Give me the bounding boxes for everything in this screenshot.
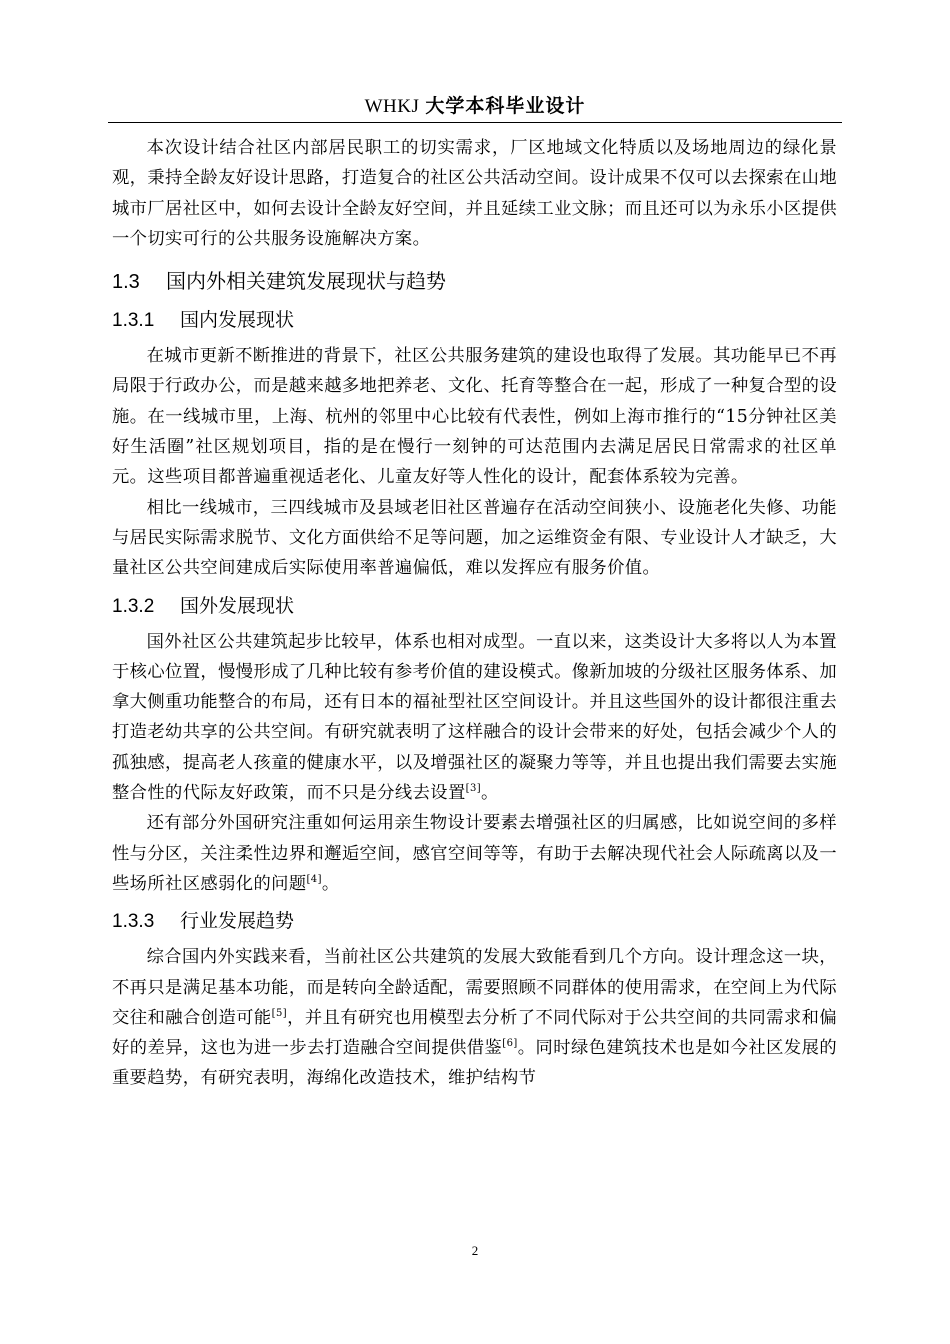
section-title: 国内外相关建筑发展现状与趋势: [166, 269, 446, 294]
body-content: [112, 133, 837, 1094]
header-prefix: WHKJ: [364, 96, 420, 117]
citation-ref[interactable]: [6]: [502, 1038, 518, 1050]
paragraph-trends-1: [112, 942, 837, 1093]
section-heading-1-3: [112, 266, 837, 297]
paragraph-text: 。同时绿色建筑技术也是如今社区发展的重要趋势，有研究表明，海绵化改造技术，维护结构节: [112, 1038, 837, 1089]
subsection-title: 国外发展现状: [180, 594, 295, 617]
subsection-title: 国内发展现状: [180, 309, 295, 332]
subsection-number: 1.3.1: [112, 310, 155, 332]
page-number: 2: [471, 1243, 479, 1258]
subsection-heading-1-3-3: [112, 907, 837, 936]
subsection-heading-1-3-1: [112, 306, 837, 335]
subsection-heading-1-3-2: [112, 592, 837, 621]
paragraph-foreign-1: [112, 627, 837, 809]
paragraph-intro: 本次设计结合社区内部居民职工的切实需求，厂区地域文化特质以及场地周边的绿化景观，秉持全龄友好设计思路，打造复合的社区公共活动空间。设计成果不仅可以去探索在山地城市厂居社区中，如何去设计全龄友好空间，并且延续工业文脉；而且还可以为永乐小区提供一个切实可行的公共服务设施解决方案。: [112, 138, 837, 249]
citation-ref[interactable]: [5]: [271, 1008, 288, 1020]
citation-ref[interactable]: [4]: [306, 874, 322, 886]
paragraph-domestic-2: 相比一线城市，三四线城市及县域老旧社区普遍存在活动空间狭小、设施老化失修、功能与居民实际需求脱节、文化方面供给不足等问题，加之运维资金有限、专业设计人才缺乏，大量社区公共空间建成后实际使用率普遍偏低，难以发挥应有服务价值。: [112, 497, 837, 579]
paragraph-end: 。: [481, 783, 499, 804]
subsection-number: 1.3.3: [112, 911, 155, 933]
paragraph-text: 国外社区公共建筑起步比较早，体系也相对成型。一直以来，这类设计大多将以人为本置于核心位置，慢慢形成了几种比较有参考价值的建设模式。像新加坡的分级社区服务体系、加拿大侧重功能整合的布局，还有日本的福祉型社区空间设计。并且这些国外的设计都很注重去打造老幼共享的公共空间。有研究就表明了这样融合的设计会带来的好处，包括会减少个人的孤独感，提高老人孩童的健康水平，以及增强社区的凝聚力等等，并且也提出我们需要去实施整合性的代际友好政策，而不只是分线去设置: [112, 631, 837, 804]
paragraph-end: 。: [321, 873, 340, 894]
paragraph-foreign-2: [112, 808, 837, 899]
section-number: 1.3: [112, 271, 140, 294]
subsection-number: 1.3.2: [112, 595, 155, 617]
header-title: 大学本科毕业设计: [425, 95, 586, 117]
running-header: [108, 92, 842, 123]
paragraph-text: ，并且有研究也用模型去分析了不同代际对于公共空间的共同需求和偏好的差异，这也为进一步去打造融合空间提供借鉴: [112, 1007, 837, 1059]
paragraph-text: 还有部分外国研究注重如何运用亲生物设计要素去增强社区的归属感，比如说空间的多样性与分区，关注柔性边界和邂逅空间，感官空间等等，有助于去解决现代社会人际疏离以及一些场所社区感弱化的问题: [112, 813, 837, 894]
subsection-title: 行业发展趋势: [180, 910, 295, 933]
citation-ref[interactable]: [3]: [465, 783, 482, 795]
paragraph-text: 综合国内外实践来看，当前社区公共建筑的发展大致能看到几个方向。设计理念这一块，不再只是满足基本功能，而是转向全龄适配，需要照顾不同群体的使用需求，在空间上为代际交往和融合创造可能: [112, 947, 837, 1028]
paragraph-domestic-1: 在城市更新不断推进的背景下，社区公共服务建筑的建设也取得了发展。其功能早已不再局限于行政办公，而是越来越多地把养老、文化、托育等整合在一起，形成了一种复合型的设施。在一线城市里，上海、杭州的邻里中心比较有代表性，例如上海市推行的“15分钟社区美好生活圈”社区规划项目，指的是在慢行一刻钟的可达范围内去满足居民日常需求的社区单元。这些项目都普遍重视适老化、儿童友好等人性化的设计，配套体系较为完善。: [112, 346, 837, 488]
